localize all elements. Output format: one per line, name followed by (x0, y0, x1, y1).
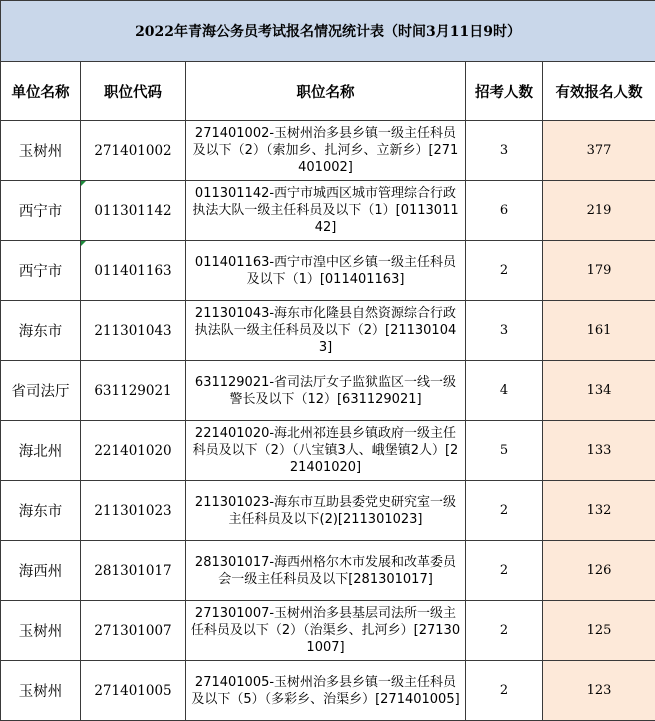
table-row (1, 481, 655, 541)
position-cell: 011301142-西宁市城西区城市管理综合行政执法大队一级主任科员及以下（1）[011301142] (186, 181, 466, 241)
unit-cell: 玉树州 (1, 121, 81, 181)
position-cell: 211301043-海东市化隆县自然资源综合行政执法队一级主任科员及以下（2）[211301043] (186, 301, 466, 361)
position-cell: 271401002-玉树州治多县乡镇一级主任科员及以下（2）（索加乡、扎河乡、立新乡）[271401002] (186, 121, 466, 181)
code-cell: 011301142 (81, 181, 186, 241)
registered-cell: 132 (543, 481, 655, 541)
header-unit: 单位名称 (1, 62, 81, 121)
code-cell: 281301017 (81, 541, 186, 601)
quota-cell: 6 (466, 181, 543, 241)
quota-cell: 2 (466, 481, 543, 541)
table-row (1, 301, 655, 361)
table-row (1, 181, 655, 241)
code-cell: 221401020 (81, 421, 186, 481)
title-row (1, 1, 655, 62)
code-cell: 011401163 (81, 241, 186, 301)
position-cell: 221401020-海北州祁连县乡镇政府一级主任科员及以下（2）（八宝镇3人、峨堡镇2人）[221401020] (186, 421, 466, 481)
registered-cell: 179 (543, 241, 655, 301)
quota-cell: 2 (466, 541, 543, 601)
table-row (1, 421, 655, 481)
quota-cell: 3 (466, 121, 543, 181)
header-registered: 有效报名人数 (543, 62, 655, 121)
unit-cell: 西宁市 (1, 181, 81, 241)
header-position: 职位名称 (186, 62, 466, 121)
header-quota: 招考人数 (466, 62, 543, 121)
position-cell: 271301007-玉树州治多县基层司法所一级主任科员及以下（2）（治渠乡、扎河乡）[271301007] (186, 601, 466, 661)
registered-cell: 125 (543, 601, 655, 661)
quota-cell: 2 (466, 661, 543, 721)
table-row (1, 541, 655, 601)
unit-cell: 海东市 (1, 301, 81, 361)
position-cell: 011401163-西宁市湟中区乡镇一级主任科员及以下（1）[011401163] (186, 241, 466, 301)
unit-cell: 海北州 (1, 421, 81, 481)
cell-corner-mark (81, 181, 86, 186)
table-row (1, 661, 655, 721)
registered-cell: 377 (543, 121, 655, 181)
registered-cell: 133 (543, 421, 655, 481)
quota-cell: 4 (466, 361, 543, 421)
header-code: 职位代码 (81, 62, 186, 121)
table-row (1, 241, 655, 301)
unit-cell: 玉树州 (1, 601, 81, 661)
registered-cell: 219 (543, 181, 655, 241)
position-cell: 631129021-省司法厅女子监狱监区一线一级警长及以下（12）[631129021] (186, 361, 466, 421)
code-cell: 271401005 (81, 661, 186, 721)
cell-corner-mark (81, 241, 86, 246)
quota-cell: 2 (466, 601, 543, 661)
position-cell: 281301017-海西州格尔木市发展和改革委员会一级主任科员及以下[281301017] (186, 541, 466, 601)
registered-cell: 126 (543, 541, 655, 601)
table-row (1, 601, 655, 661)
code-cell: 211301023 (81, 481, 186, 541)
registered-cell: 161 (543, 301, 655, 361)
unit-cell: 西宁市 (1, 241, 81, 301)
quota-cell: 5 (466, 421, 543, 481)
quota-cell: 2 (466, 241, 543, 301)
code-cell: 631129021 (81, 361, 186, 421)
header-row (1, 62, 655, 121)
position-cell: 211301023-海东市互助县委党史研究室一级主任科员及以下(2)[211301023] (186, 481, 466, 541)
code-cell: 271301007 (81, 601, 186, 661)
unit-cell: 省司法厅 (1, 361, 81, 421)
unit-cell: 海东市 (1, 481, 81, 541)
code-cell: 271401002 (81, 121, 186, 181)
position-cell: 271401005-玉树州治多县乡镇一级主任科员及以下（5）（多彩乡、治渠乡）[271401005] (186, 661, 466, 721)
table-row (1, 361, 655, 421)
quota-cell: 3 (466, 301, 543, 361)
unit-cell: 海西州 (1, 541, 81, 601)
registered-cell: 134 (543, 361, 655, 421)
code-cell: 211301043 (81, 301, 186, 361)
table-row (1, 121, 655, 181)
table-title: 2022年青海公务员考试报名情况统计表（时间3月11日9时） (1, 1, 655, 62)
registered-cell: 123 (543, 661, 655, 721)
unit-cell: 玉树州 (1, 661, 81, 721)
